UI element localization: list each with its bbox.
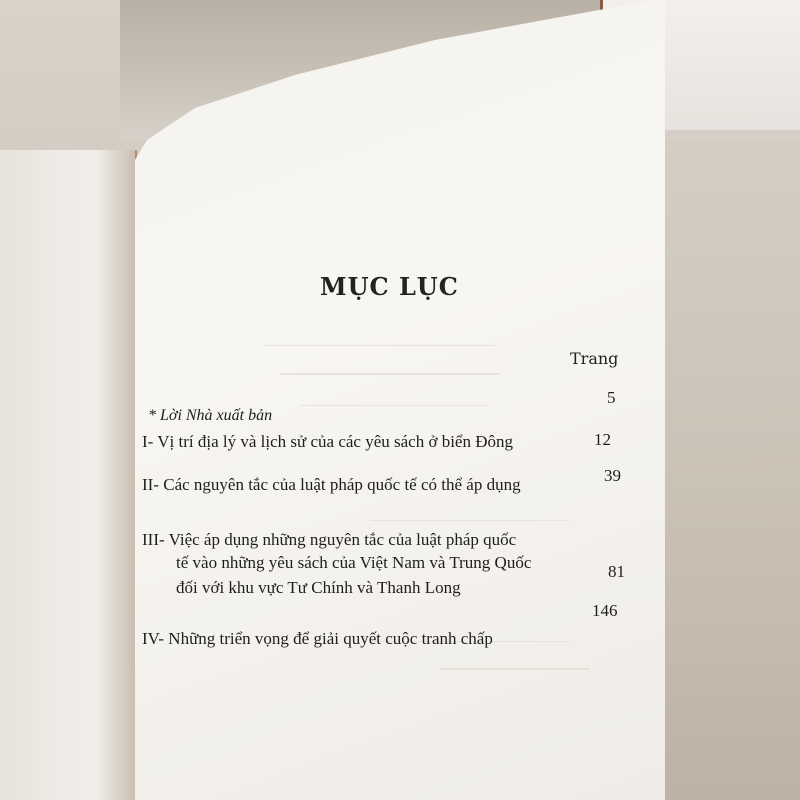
bleed-through-mark (280, 373, 500, 385)
toc-entry-page: 146 (592, 601, 618, 620)
toc-title: MỤC LỤC (320, 272, 459, 301)
toc-entry-label-line: III- Việc áp dụng những nguyên tắc của luật pháp quốc (142, 530, 517, 549)
toc-entry-label: I- Vị trí địa lý và lịch sử của các yêu sách ở biển Đông (142, 432, 513, 451)
toc-entry-label-line: đối với khu vực Tư Chính và Thanh Long (176, 578, 461, 597)
toc-entry-label: IV- Những triển vọng để giải quyết cuộc tranh chấp (142, 629, 493, 648)
bleed-through-mark (300, 405, 490, 416)
toc-entry-label: II- Các nguyên tắc của luật pháp quốc tế có thể áp dụng (142, 475, 521, 494)
book-page (135, 0, 665, 800)
bleed-through-mark (265, 345, 495, 356)
toc-entry-label: * Lời Nhà xuất bản (148, 407, 273, 424)
toc-entry-label-line: tế vào những yêu sách của Việt Nam và Trung Quốc (176, 553, 532, 572)
toc-entry-page: 12 (594, 430, 611, 449)
toc-entry-page: 5 (607, 388, 616, 407)
bleed-through-mark (440, 668, 590, 680)
toc-entry-page: 39 (604, 466, 621, 485)
background-book-left (0, 150, 137, 800)
toc-entry-page: 81 (608, 562, 625, 581)
page-column-header: Trang (570, 349, 619, 368)
